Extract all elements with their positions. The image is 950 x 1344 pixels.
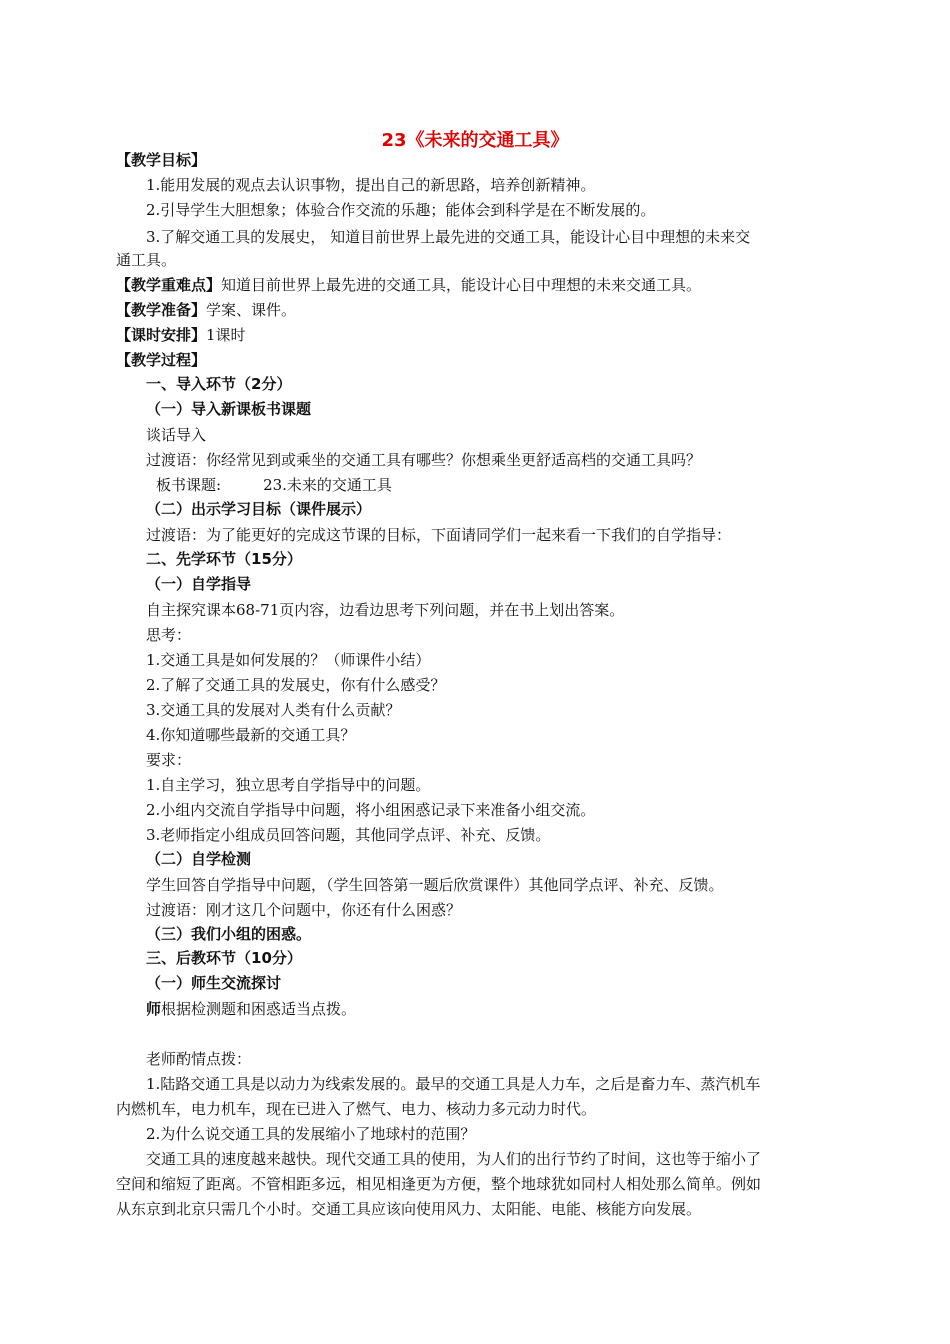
- point-2-question: 2.为什么说交通工具的发展缩小了地球村的范围？: [146, 1125, 476, 1143]
- page-title: 23《未来的交通工具》: [381, 130, 569, 151]
- requirement-1: 1.自主学习，独立思考自学指导中的问题。: [146, 776, 431, 794]
- question-3: 3.交通工具的发展对人类有什么贡献？: [146, 701, 401, 719]
- schedule-label: 【课时安排】: [116, 326, 207, 344]
- preparation-label: 【教学准备】: [116, 301, 207, 319]
- section-1-sub-2: （二）出示学习目标（课件展示）: [146, 500, 372, 518]
- preparation: [116, 298, 296, 323]
- teacher-label: 师: [146, 1000, 162, 1018]
- self-study-text: 自主探究课本68-71页内容，边看边思考下列问题，并在书上划出答案。: [146, 601, 625, 619]
- key-points-text: 知道目前世界上最先进的交通工具，能设计心目中理想的未来交通工具。: [221, 276, 702, 294]
- board-title: [156, 473, 392, 498]
- point-1-line-1: 1.陆路交通工具是以动力为线索发展的。最早的交通工具是人力车，之后是畜力车、蒸汽机车: [146, 1075, 761, 1093]
- section-2-sub-3: （三）我们小组的困惑。: [146, 925, 312, 943]
- objective-item-3-line-1: 3.了解交通工具的发展史， 知道目前世界上最先进的交通工具，能设计心目中理想的未来交: [146, 228, 751, 246]
- point-2-line-3: 从东京到北京只需几个小时。交通工具应该向使用风力、太阳能、电能、核能方向发展。: [116, 1200, 702, 1218]
- teacher-note: [146, 997, 356, 1022]
- point-2-line-1: 交通工具的速度越来越快。现代交通工具的使用，为人们的出行节约了时间，这也等于缩小了: [146, 1150, 762, 1168]
- point-2-line-2: 空间和缩短了距离。不管相距多远，相见相逢更为方便，整个地球犹如同村人相处那么简单。例如: [116, 1175, 762, 1193]
- section-1-sub-1: （一）导入新课板书课题: [146, 400, 312, 418]
- objectives-heading: 【教学目标】: [116, 151, 207, 169]
- requirement-2: 2.小组内交流自学指导中问题，将小组困惑记录下来准备小组交流。: [146, 801, 596, 819]
- objective-item-2: 2.引导学生大胆想象；体验合作交流的乐趣；能体会到科学是在不断发展的。: [146, 201, 656, 219]
- section-2-sub-2: （二）自学检测: [146, 850, 252, 868]
- question-2: 2.了解了交通工具的发展史，你有什么感受？: [146, 676, 446, 694]
- preparation-text: 学案、课件。: [206, 301, 297, 319]
- think-label: 思考：: [146, 626, 192, 644]
- point-1-line-2: 内燃机车，电力机车，现在已进入了燃气、电力、核动力多元动力时代。: [116, 1100, 597, 1118]
- section-2-heading: 二、先学环节（15分）: [146, 550, 302, 568]
- section-3-sub-1: （一）师生交流探讨: [146, 974, 282, 992]
- question-1: 1.交通工具是如何发展的？（师课件小结）: [146, 651, 431, 669]
- transition-2: 过渡语：为了能更好的完成这节课的目标，下面请同学们一起来看一下我们的自学指导：: [146, 526, 732, 544]
- section-3-heading: 三、后教环节（10分）: [146, 949, 302, 967]
- section-1-heading: 一、导入环节（2分）: [146, 375, 292, 393]
- requirement-3: 3.老师指定小组成员回答问题，其他同学点评、补充、反馈。: [146, 826, 551, 844]
- key-points: [116, 273, 701, 298]
- transition-3: 过渡语：刚才这几个问题中，你还有什么困惑？: [146, 901, 462, 919]
- teacher-text: 根据检测题和困惑适当点拨。: [161, 1000, 357, 1018]
- objective-item-3-line-2: 通工具。: [116, 251, 177, 269]
- section-2-sub-1: （一）自学指导: [146, 575, 252, 593]
- question-4: 4.你知道哪些最新的交通工具？: [146, 726, 356, 744]
- schedule-text: 1课时: [206, 326, 246, 344]
- process-heading: 【教学过程】: [116, 351, 207, 369]
- board-title-label: 板书课题:: [156, 476, 222, 494]
- self-check-text: 学生回答自学指导中问题，（学生回答第一题后欣赏课件）其他同学点评、补充、反馈。: [146, 876, 724, 894]
- objective-item-1: 1.能用发展的观点去认识事物，提出自己的新思路，培养创新精神。: [146, 176, 596, 194]
- key-points-label: 【教学重难点】: [116, 276, 222, 294]
- requirements-label: 要求：: [146, 751, 192, 769]
- transition-1: 过渡语：你经常见到或乘坐的交通工具有哪些？你想乘坐更舒适高档的交通工具吗？: [146, 451, 702, 469]
- talk-intro: 谈话导入: [146, 426, 207, 444]
- board-title-text: 23.未来的交通工具: [263, 476, 392, 494]
- guide-label: 老师酌情点拨：: [146, 1050, 252, 1068]
- schedule: [116, 323, 246, 348]
